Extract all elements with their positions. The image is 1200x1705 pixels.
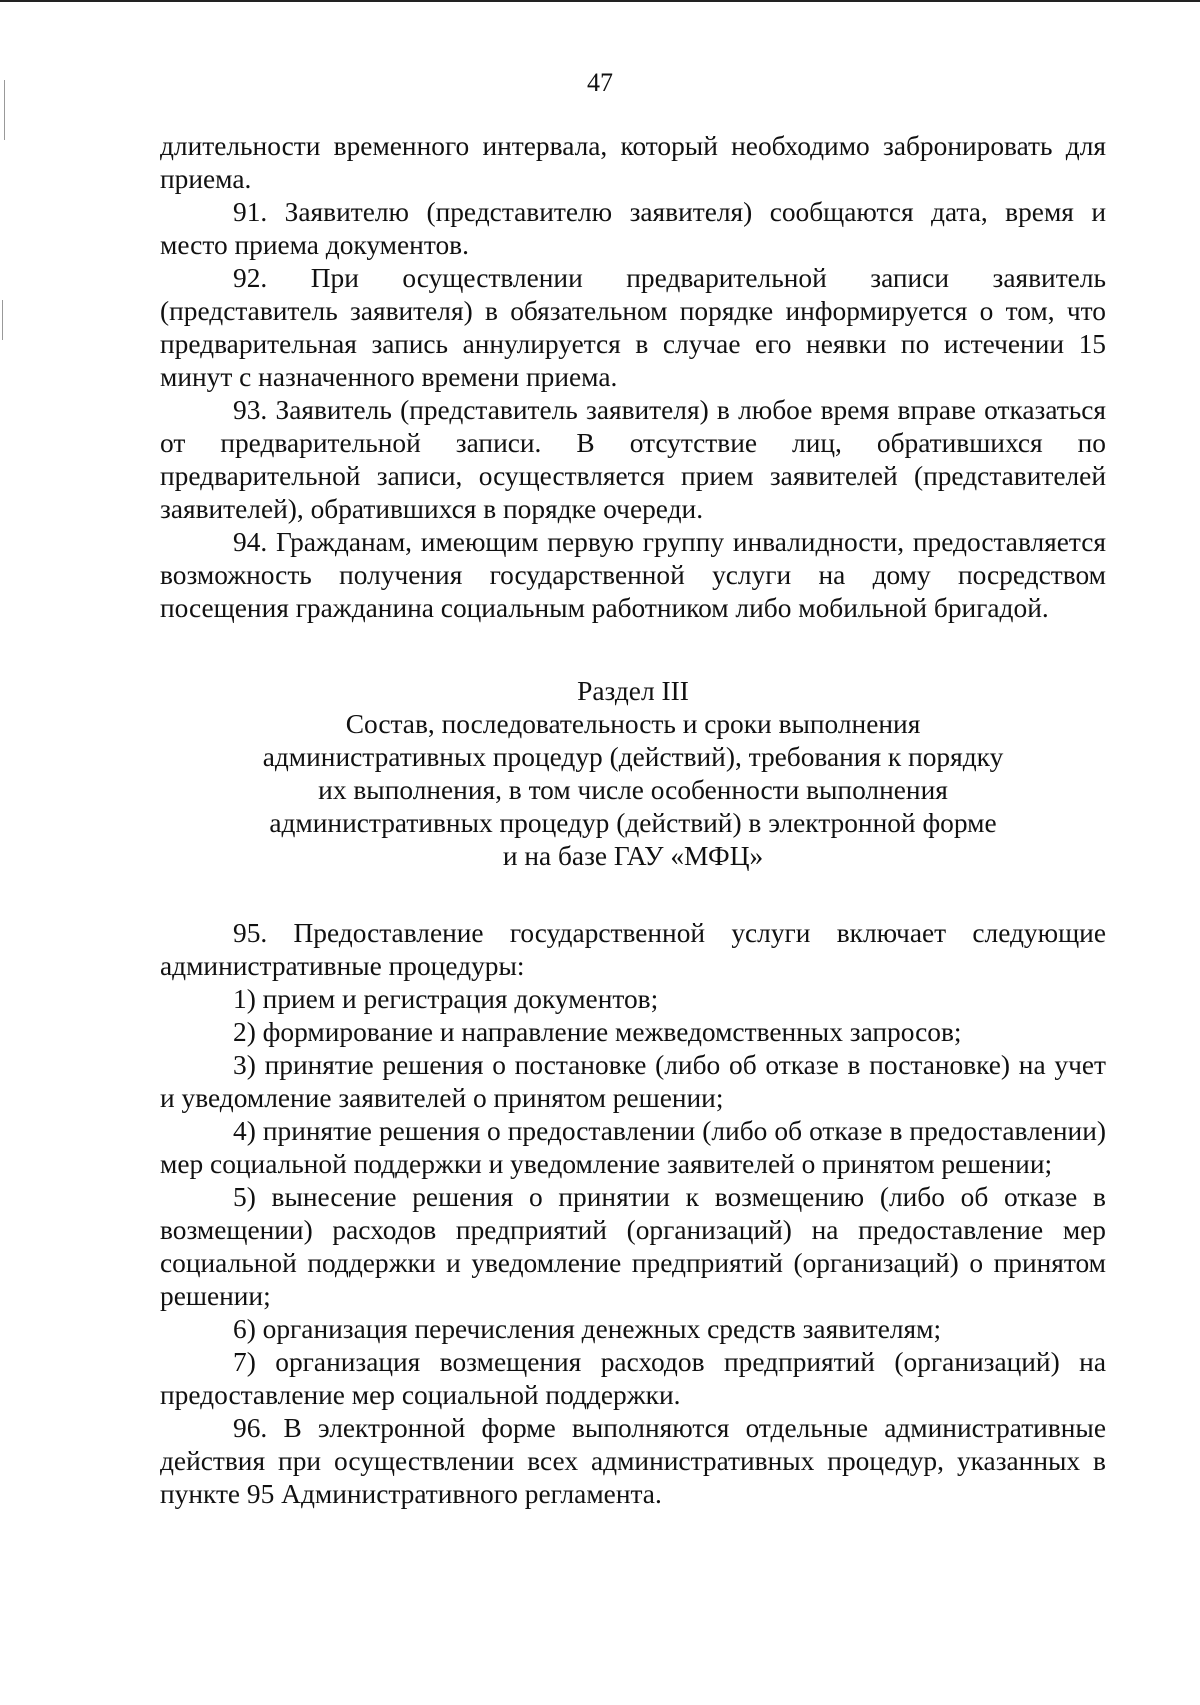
list-item: 7) организация возмещения расходов предприятий (организаций) на предоставление мер социальной поддержки. (160, 1347, 1106, 1410)
list-item: 2) формирование и направление межведомственных запросов; (233, 1017, 962, 1047)
section-heading (160, 675, 1106, 873)
page-number: 47 (587, 68, 613, 97)
list-item: 4) принятие решения о предоставлении (либо об отказе в предоставлении) мер социальной поддержки и уведомление заявителей о принятом решении; (160, 1116, 1106, 1179)
paragraph-95: 95. Предоставление государственной услуги включает следующие административные процедуры: (160, 918, 1106, 981)
scan-top-edge (0, 0, 1200, 2)
scan-speck (4, 80, 5, 140)
section-title-line: их выполнения, в том числе особенности выполнения (318, 775, 948, 805)
section-title-line: и на базе ГАУ «МФЦ» (502, 841, 764, 871)
list-item: 5) вынесение решения о принятии к возмещению (либо об отказе в возмещении) расходов предприятий (организаций) на предоставление мер социальной поддержки и уведомление предприятий (организаций) о принятом решении; (160, 1182, 1106, 1311)
section-title-line: Состав, последовательность и сроки выполнения (345, 709, 921, 739)
list-item: 3) принятие решения о постановке (либо об отказе в постановке) на учет и уведомление заявителей о принятом решении; (160, 1050, 1106, 1113)
list-item: 1) прием и регистрация документов; (233, 984, 659, 1014)
paragraph-continuation: длительности временного интервала, который необходимо забронировать для приема. (160, 131, 1106, 194)
paragraph-92: 92. При осуществлении предварительной записи заявитель (представитель заявителя) в обязательном порядке информируется о том, что предварительная запись аннулируется в случае его неявки по истечении 15 минут с назначенного времени приема. (160, 263, 1106, 392)
section-label: Раздел III (577, 676, 689, 706)
paragraph-91: 91. Заявителю (представителю заявителя) сообщаются дата, время и место приема документов. (160, 197, 1106, 260)
section-title-line: административных процедур (действий) в электронной форме (269, 808, 997, 838)
scan-speck (2, 300, 3, 340)
paragraph-94: 94. Гражданам, имеющим первую группу инвалидности, предоставляется возможность получения государственной услуги на дому посредством посещения гражданина социальным работником либо мобильной бригадой. (160, 527, 1106, 623)
paragraph-96: 96. В электронной форме выполняются отдельные административные действия при осуществлении всех административных процедур, указанных в пункте 95 Административного регламента. (160, 1413, 1106, 1509)
paragraph-93: 93. Заявитель (представитель заявителя) в любое время вправе отказаться от предварительной записи. В отсутствие лиц, обратившихся по предварительной записи, осуществляется прием заявителей (представителей заявителей), обратившихся в порядке очереди. (160, 395, 1106, 524)
document-body (160, 130, 1106, 1511)
section-title-line: административных процедур (действий), требования к порядку (262, 742, 1004, 772)
list-item: 6) организация перечисления денежных средств заявителям; (233, 1314, 942, 1344)
